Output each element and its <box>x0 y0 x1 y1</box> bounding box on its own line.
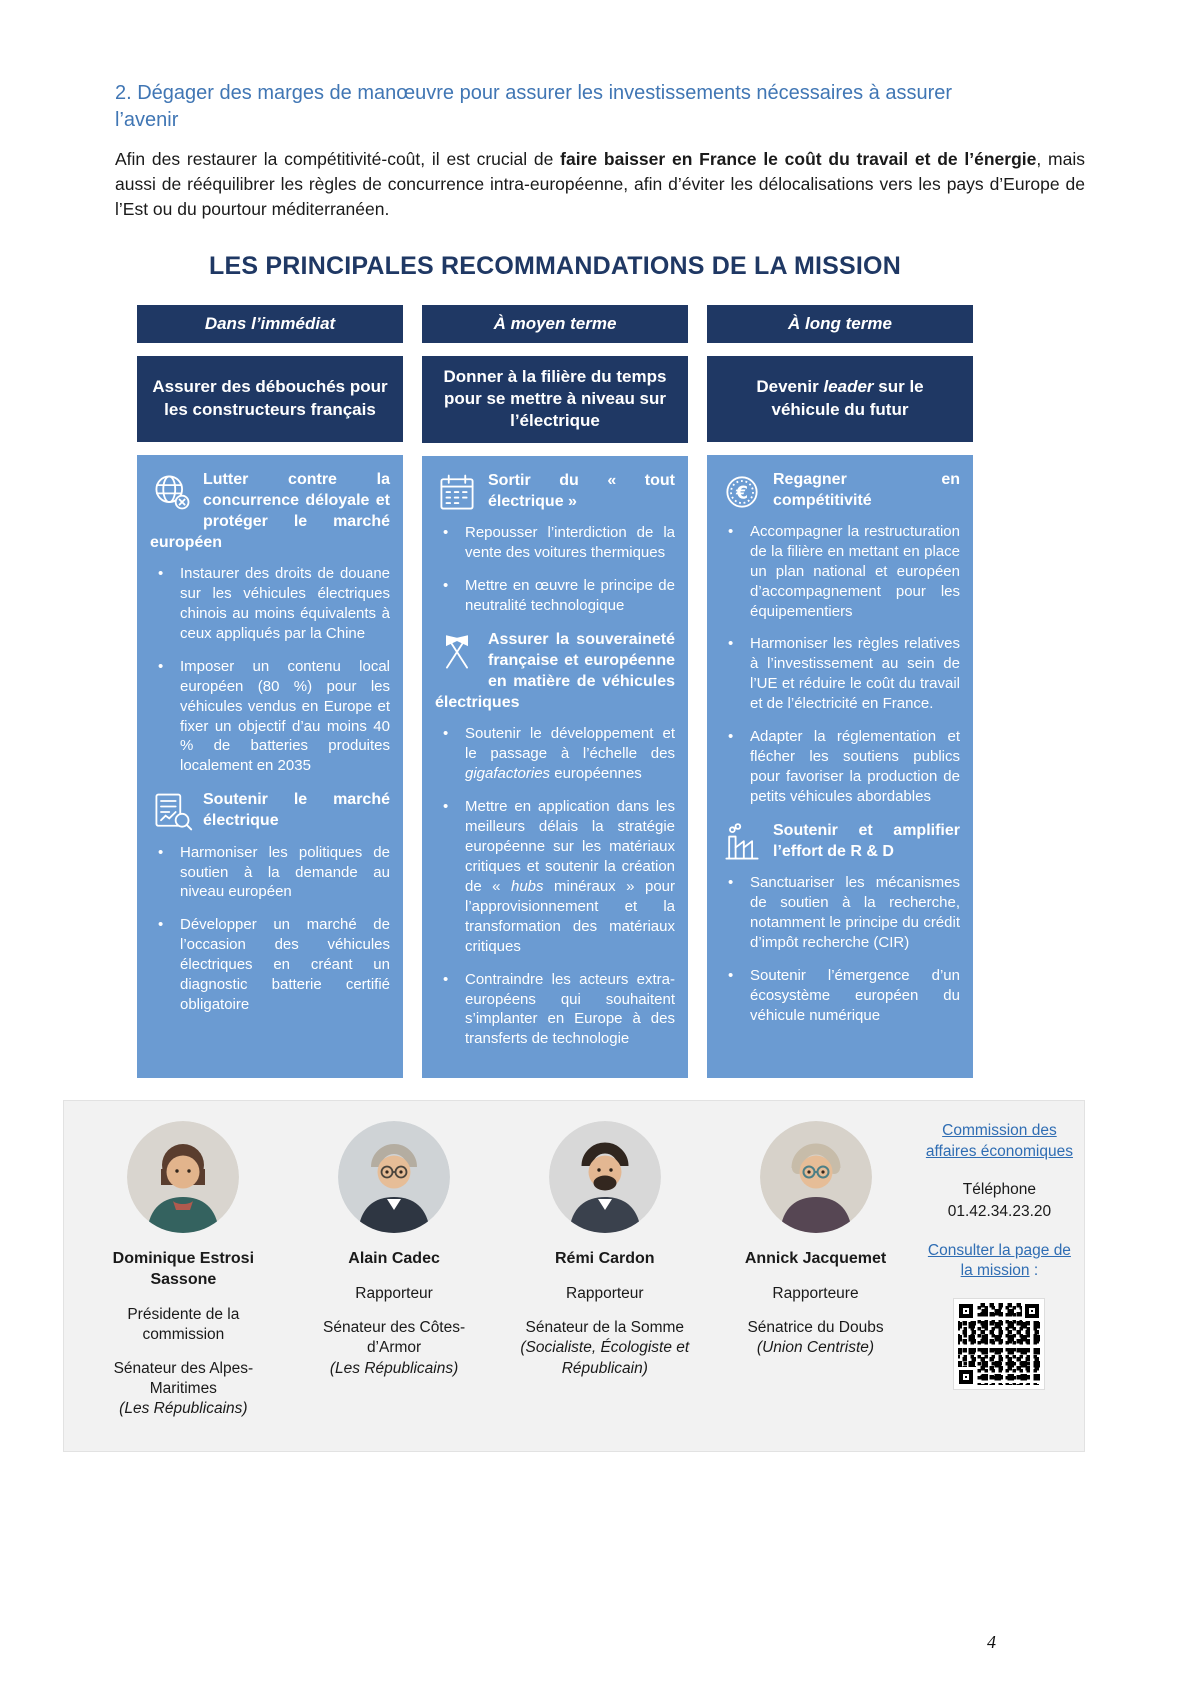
bullet-text-italic: gigafactories <box>465 765 551 783</box>
consult-suffix: : <box>1029 1262 1039 1280</box>
person-seat-text: Sénateur des Alpes-Maritimes <box>113 1360 254 1398</box>
list-item: • Harmoniser les politiques de soutien à la demande au niveau européen <box>150 843 390 903</box>
person-name: Annick Jacquemet <box>744 1250 887 1268</box>
group-concurrence-list <box>150 564 390 776</box>
bullet-text: européennes <box>550 765 642 783</box>
column-immediat-subheader: Assurer des débouchés pour les constructeurs français <box>137 356 403 442</box>
globe-icon <box>150 470 194 514</box>
person-party: (Les Républicains) <box>329 1359 459 1377</box>
person-card-jacquemet <box>710 1121 921 1427</box>
group-tout-electrique <box>435 470 675 616</box>
list-item <box>435 724 675 784</box>
person-party: (Les Républicains) <box>119 1400 248 1418</box>
person-role: Rapporteure <box>772 1285 859 1303</box>
column-moyen-terme-subheader: Donner à la filière du temps pour se mettre à niveau sur l’électrique <box>422 356 688 443</box>
page-number: 4 <box>987 1632 996 1652</box>
group-title-text: Lutter contre la concurrence déloyale et protéger le marché européen <box>150 470 390 551</box>
column-moyen-terme-body <box>422 456 688 1078</box>
list-item: • Contraindre les acteurs extra-européens qui souhaitent s’implanter en Europe à des transferts de technologie <box>435 970 675 1050</box>
subheader-text: sur le véhicule du futur <box>771 377 924 419</box>
list-item: • Imposer un contenu local européen (80 %) pour les véhicules vendus en Europe et fixer un objectif d’au moins 40 % de batteries produites localement en 2035 <box>150 657 390 777</box>
group-souverainete-list <box>435 724 675 1049</box>
qr-finder-bottom-left <box>959 1370 973 1384</box>
person-role: Rapporteur <box>566 1285 644 1303</box>
calendar-icon <box>435 471 479 515</box>
group-concurrence <box>150 469 390 777</box>
phone-block <box>948 1179 1051 1222</box>
group-tout-electrique-title <box>435 470 675 512</box>
svg-text:€: € <box>735 482 749 503</box>
person-card-cardon <box>499 1121 710 1427</box>
person-party: (Socialiste, Écologiste et Républicain) <box>520 1339 690 1377</box>
person-card-cadec <box>289 1121 500 1427</box>
bullet-text: Mettre en application dans les meilleurs délais la stratégie européenne sur les matériaux critiques et soutenir la création de « <box>465 798 675 895</box>
qr-code <box>953 1298 1045 1390</box>
group-competitivite <box>720 469 960 807</box>
column-long-terme-body <box>707 455 973 1079</box>
person-seat <box>512 1318 697 1378</box>
list-item: • Instaurer des droits de douane sur les véhicules électriques chinois au moins équivalents à ceux appliqués par la Chine <box>150 564 390 644</box>
column-moyen-terme <box>422 305 688 1079</box>
bullet-text-italic: hubs <box>510 877 544 895</box>
column-immediat-body <box>137 455 403 1079</box>
group-rd <box>720 820 960 1026</box>
list-item: • Repousser l’interdiction de la vente des voitures thermiques <box>435 523 675 563</box>
photo-remi-cardon <box>549 1121 661 1233</box>
group-marche-electrique-list <box>150 843 390 1016</box>
factory-icon <box>720 821 764 865</box>
crossed-flags-icon <box>435 630 479 674</box>
mission-page-link[interactable]: Consulter la page de la mission <box>927 1241 1071 1280</box>
group-rd-title <box>720 820 960 862</box>
list-item: • Harmoniser les règles relatives à l’investissement au sein de l’UE et réduire le coût du travail et de l’électricité en France. <box>720 634 960 714</box>
intro-text-post: , mais aussi de rééquilibrer les règles de concurrence intra-européenne, afin d’éviter les délocalisations vers les pays d’Europe de l’Est ou du pourtour méditerranéen. <box>115 149 1085 219</box>
subheader-text-italic: leader <box>823 377 874 397</box>
person-seat <box>91 1359 276 1419</box>
recommendations-title: LES PRINCIPALES RECOMMANDATIONS DE LA MISSION <box>209 251 901 280</box>
group-souverainete <box>435 629 675 1050</box>
chart-magnifier-icon <box>150 790 194 834</box>
list-item: • Adapter la réglementation et flécher les soutiens publics pour favoriser la production de petits véhicules abordables <box>720 727 960 807</box>
person-party: (Union Centriste) <box>756 1339 875 1357</box>
euro-coin-icon <box>720 470 764 514</box>
bullet-text: Soutenir le développement et le passage à l’échelle des <box>465 725 675 763</box>
contact-panel <box>925 1121 1074 1427</box>
group-title-text: Soutenir et amplifier l’effort de R & D <box>773 821 960 861</box>
list-item: • Mettre en œuvre le principe de neutralité technologique <box>435 576 675 616</box>
list-item: • Accompagner la restructuration de la filière en mettant en place un plan national et européen d’accompagnement pour les équipementiers <box>720 522 960 622</box>
group-tout-electrique-list <box>435 523 675 616</box>
person-name: Dominique Estrosi Sassone <box>112 1250 255 1289</box>
phone-number: 01.42.34.23.20 <box>947 1202 1052 1220</box>
list-item: • Soutenir l’émergence d’un écosystème européen du véhicule numérique <box>720 966 960 1026</box>
person-seat-text: Sénatrice du Doubs <box>747 1319 884 1337</box>
photo-alain-cadec <box>338 1121 450 1233</box>
group-rd-list <box>720 873 960 1026</box>
group-title-text: Soutenir le marché électrique <box>203 791 390 830</box>
column-long-terme-subheader <box>707 356 973 442</box>
column-immediat-header: Dans l’immédiat <box>137 305 403 343</box>
group-souverainete-title <box>435 629 675 713</box>
person-seat <box>302 1318 487 1378</box>
qr-finder-top-right <box>1025 1304 1039 1318</box>
person-name: Alain Cadec <box>348 1250 440 1268</box>
group-competitivite-title <box>720 469 960 511</box>
group-marche-electrique-title <box>150 789 390 831</box>
intro-text-pre: Afin des restaurer la compétitivité-coût, il est crucial de <box>115 149 561 169</box>
commission-link[interactable]: Commission des affaires économiques <box>925 1122 1073 1161</box>
list-item: • Sanctuariser les mécanismes de soutien à la recherche, notamment le principe du crédit d’impôt recherche (CIR) <box>720 873 960 953</box>
qr-finder-top-left <box>959 1304 973 1318</box>
bullet-text: minéraux » pour l’approvisionnement et la transformation des matériaux critiques <box>465 877 675 955</box>
group-concurrence-title <box>150 469 390 553</box>
column-long-terme <box>707 305 973 1079</box>
list-item <box>435 797 675 957</box>
photo-annick-jacquemet <box>760 1121 872 1233</box>
group-title-text: Assurer la souveraineté française et européenne en matière de véhicules électriques <box>435 630 675 712</box>
person-seat <box>747 1318 883 1358</box>
group-title-text: Sortir du « tout électrique » <box>488 471 675 510</box>
section-heading: 2. Dégager des marges de manœuvre pour assurer les investissements nécessaires à assurer l’avenir <box>115 82 953 131</box>
column-immediat <box>137 305 403 1079</box>
subheader-text: Devenir <box>756 377 824 397</box>
list-item: • Développer un marché de l’occasion des véhicules électriques en créant un diagnostic batterie certifié obligatoire <box>150 915 390 1015</box>
person-seat-text: Sénateur des Côtes-d’Armor <box>322 1319 466 1357</box>
recommendations-columns <box>137 305 973 1079</box>
intro-paragraph <box>115 147 1085 222</box>
intro-text-bold: faire baisser en France le coût du travail et de l’énergie <box>560 149 1037 169</box>
person-name: Rémi Cardon <box>555 1250 655 1268</box>
group-marche-electrique <box>150 789 390 1015</box>
person-seat-text: Sénateur de la Somme <box>525 1319 685 1337</box>
group-title-text: Regagner en compétitivité <box>773 470 960 509</box>
column-long-terme-header: À long terme <box>707 305 973 343</box>
group-competitivite-list <box>720 522 960 807</box>
person-role: Présidente de la commission <box>127 1305 240 1344</box>
column-moyen-terme-header: À moyen terme <box>422 305 688 343</box>
person-card-estrosi-sassone <box>78 1121 289 1427</box>
consult-block <box>925 1241 1074 1283</box>
phone-label: Téléphone <box>962 1181 1037 1199</box>
commission-panel <box>63 1100 1085 1452</box>
photo-dominique-estrosi-sassone <box>127 1121 239 1233</box>
person-role: Rapporteur <box>355 1285 433 1303</box>
